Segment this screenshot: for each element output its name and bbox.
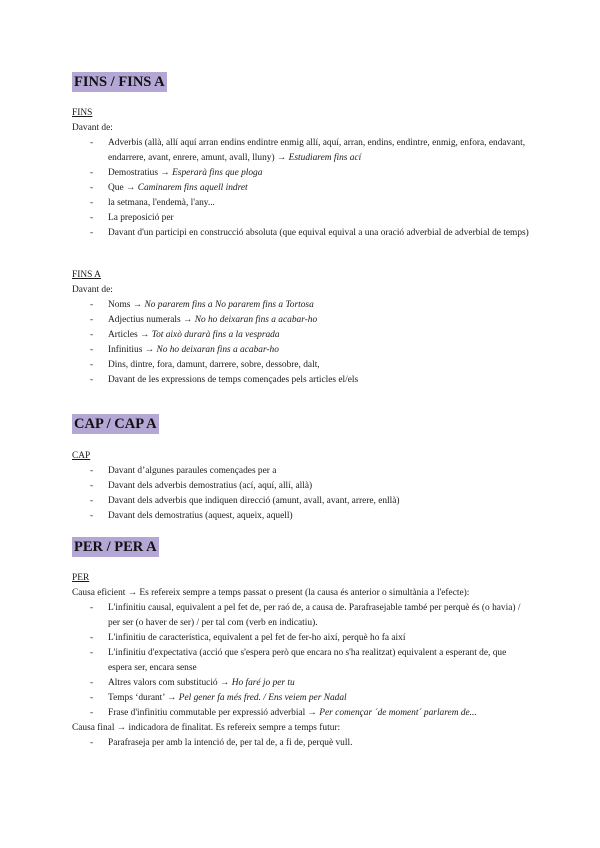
- list-fins-a: [72, 298, 532, 388]
- list-item: - Frase d'infinitiu commutable per expressió adverbial → Per començar ´de moment´ parlarem de...: [72, 706, 532, 721]
- subtitle-fins: FINS: [72, 108, 93, 118]
- list-item: - Noms → No pararem fins a No pararem fins a Tortosa: [72, 298, 532, 313]
- list-item: - Altres valors com substitució → Ho faré jo per tu: [72, 676, 532, 691]
- list-item: - Davant dels adverbis que indiquen direcció (amunt, avall, avant, arrere, enllà): [72, 494, 532, 509]
- list-item: - Adjectius numerals → No ho deixaran fins a acabar-ho: [72, 313, 532, 328]
- section-fins: [72, 72, 167, 92]
- list-item: - Articles → Tot això durarà fins a la vesprada: [72, 328, 532, 343]
- list-item: - L'infinitiu de característica, equivalent a pel fet de fer-ho així, perquè ho fa així: [72, 631, 532, 646]
- section-cap: [72, 414, 159, 434]
- intro-fins-a: Davant de:: [72, 285, 113, 295]
- block-cap: [72, 449, 532, 524]
- outro-per: Causa final → indicadora de finalitat. Es refereix sempre a temps futur:: [72, 723, 341, 733]
- list-item: - L'infinitiu causal, equivalent a pel fet de, per raó de, a causa de. Parafrasejable també per perquè és (o havia) / per ser (o haver de ser) / per tal com (verb en indicatiu).: [72, 601, 532, 631]
- heading-cap: CAP / CAP A: [74, 416, 157, 432]
- list-item: - Dins, dintre, fora, damunt, darrere, sobre, dessobre, dalt,: [72, 358, 532, 373]
- list-item: - Davant d’algunes paraules començades per a: [72, 464, 532, 479]
- list-item: - Davant de les expressions de temps començades pels articles el/els: [72, 373, 532, 388]
- list-item: - Infinitius → No ho deixaran fins a acabar-ho: [72, 343, 532, 358]
- list-item: - Adverbis (allà, allí aquí arran endins endintre enmig allí, aquí, arran, endins, endintre, enmig, enfora, endavant, endarrere, avant, enrere, amunt, avall, lluny) → Estudiarem fins ací: [72, 136, 532, 166]
- intro-fins: Davant de:: [72, 123, 113, 133]
- list-item: - Davant d'un participi en construcció absoluta (que equival equival a una oració adverbial de adverbial de temps): [72, 226, 532, 241]
- list-item: - Que → Caminarem fins aquell indret: [72, 181, 532, 196]
- list-per: [72, 601, 532, 721]
- block-fins-a: [72, 268, 532, 388]
- list-cap: [72, 464, 532, 524]
- list-fins: [72, 136, 532, 241]
- block-fins: [72, 106, 532, 241]
- section-per: [72, 537, 159, 557]
- subtitle-cap: CAP: [72, 451, 91, 461]
- list-item: - La preposició per: [72, 211, 532, 226]
- subtitle-per: PER: [72, 573, 90, 583]
- heading-fins: FINS / FINS A: [74, 74, 165, 90]
- list-per-final: [72, 736, 532, 751]
- intro-per: Causa eficient → Es refereix sempre a temps passat o present (la causa és anterior o simultània a l'efecte):: [72, 588, 470, 598]
- subtitle-fins-a: FINS A: [72, 270, 101, 280]
- list-item: - Temps ‘durant’ → Pel gener fa més fred. / Ens veiem per Nadal: [72, 691, 532, 706]
- list-item: - Demostratius → Esperarà fins que ploga: [72, 166, 532, 181]
- list-item: - Davant dels demostratius (aquest, aqueix, aquell): [72, 509, 532, 524]
- heading-per: PER / PER A: [74, 539, 157, 555]
- list-item: - Parafraseja per amb la intenció de, per tal de, a fi de, perquè vull.: [72, 736, 532, 751]
- block-per: [72, 571, 532, 751]
- list-item: - la setmana, l'endemà, l'any...: [72, 196, 532, 211]
- list-item: - L'infinitiu d'expectativa (acció que s'espera però que encara no s'ha realitzat) equivalent a esperant de, que espera ser, encara sense: [72, 646, 532, 676]
- list-item: - Davant dels adverbis demostratius (ací, aquí, allí, allà): [72, 479, 532, 494]
